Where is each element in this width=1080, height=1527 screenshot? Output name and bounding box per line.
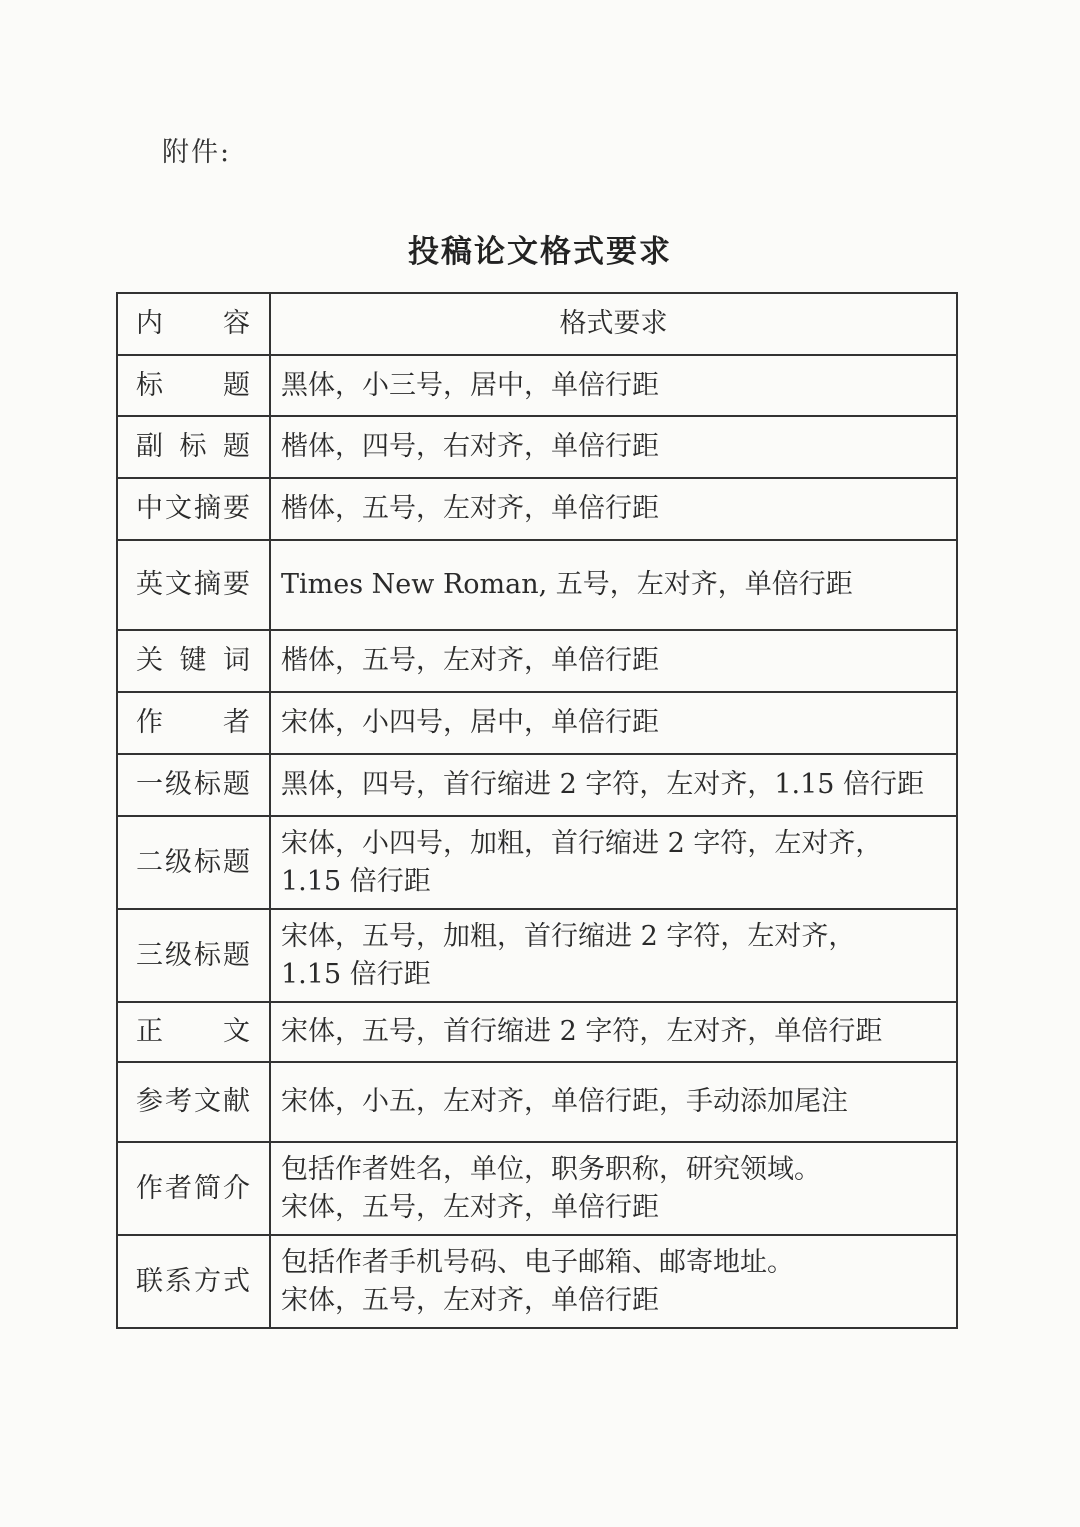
- format-line: 楷体，五号，左对齐，单倍行距: [281, 645, 659, 676]
- format-line: 宋体，五号，左对齐，单倍行距: [281, 1284, 659, 1316]
- format-line: 1.15 倍行距: [281, 865, 431, 897]
- table-row: [117, 416, 957, 478]
- table-row: [117, 1062, 957, 1142]
- row-label: 正 文: [117, 1002, 270, 1062]
- row-format: [270, 416, 957, 478]
- table-row: [117, 1002, 957, 1062]
- format-line: 宋体，五号，首行缩进 2 字符，左对齐，单倍行距: [281, 1016, 883, 1047]
- row-format: [270, 355, 957, 416]
- format-line: 黑体，四号，首行缩进 2 字符，左对齐，1.15 倍行距: [281, 769, 925, 800]
- table-row: [117, 478, 957, 540]
- row-label: 联系方式: [117, 1235, 270, 1328]
- format-line: 1.15 倍行距: [281, 958, 431, 990]
- format-line: 宋体，五号，加粗，首行缩进 2 字符，左对齐，: [281, 920, 856, 952]
- row-format: [270, 692, 957, 754]
- table-row: [117, 909, 957, 1002]
- row-format: [270, 540, 957, 630]
- format-requirements-table: [116, 292, 958, 1329]
- table-row: [117, 1235, 957, 1328]
- row-label: 标 题: [117, 355, 270, 416]
- format-line: Times New Roman, 五号，左对齐，单倍行距: [281, 569, 853, 600]
- row-label: 一级标题: [117, 754, 270, 816]
- table-row: [117, 692, 957, 754]
- format-line: 包括作者姓名，单位，职务职称，研究领域。: [281, 1153, 821, 1185]
- format-line: 宋体，小四号，居中，单倍行距: [281, 707, 659, 738]
- row-format: [270, 1235, 957, 1328]
- row-format: [270, 630, 957, 692]
- row-label: 作者简介: [117, 1142, 270, 1235]
- table-row: [117, 355, 957, 416]
- header-content-cell: 内 容: [117, 293, 270, 355]
- format-line: 包括作者手机号码、电子邮箱、邮寄地址。: [281, 1246, 794, 1278]
- format-line: 宋体，小四号，加粗，首行缩进 2 字符，左对齐，: [281, 827, 883, 859]
- row-label: 三级标题: [117, 909, 270, 1002]
- table-row: [117, 816, 957, 909]
- table-row: [117, 754, 957, 816]
- table-row: [117, 540, 957, 630]
- row-format: [270, 1142, 957, 1235]
- row-format: [270, 754, 957, 816]
- table-row: [117, 630, 957, 692]
- row-format: [270, 1062, 957, 1142]
- table-header-row: [117, 293, 957, 355]
- row-format: [270, 1002, 957, 1062]
- row-label: 二级标题: [117, 816, 270, 909]
- header-format-cell: 格式要求: [270, 293, 957, 355]
- row-label: 中文摘要: [117, 478, 270, 540]
- row-format: [270, 816, 957, 909]
- row-label: 关 键 词: [117, 630, 270, 692]
- row-label: 参考文献: [117, 1062, 270, 1142]
- format-line: 宋体，小五，左对齐，单倍行距，手动添加尾注: [281, 1086, 848, 1117]
- row-label: 英文摘要: [117, 540, 270, 630]
- document-title: 投稿论文格式要求: [408, 234, 672, 270]
- row-label: 副 标 题: [117, 416, 270, 478]
- format-line: 楷体，五号，左对齐，单倍行距: [281, 493, 659, 524]
- format-line: 楷体，四号，右对齐，单倍行距: [281, 431, 659, 462]
- table-row: [117, 1142, 957, 1235]
- row-label: 作 者: [117, 692, 270, 754]
- format-line: 黑体，小三号，居中，单倍行距: [281, 369, 659, 401]
- attachment-label: 附件:: [162, 137, 232, 168]
- format-line: 宋体，五号，左对齐，单倍行距: [281, 1191, 659, 1223]
- row-format: [270, 909, 957, 1002]
- row-format: [270, 478, 957, 540]
